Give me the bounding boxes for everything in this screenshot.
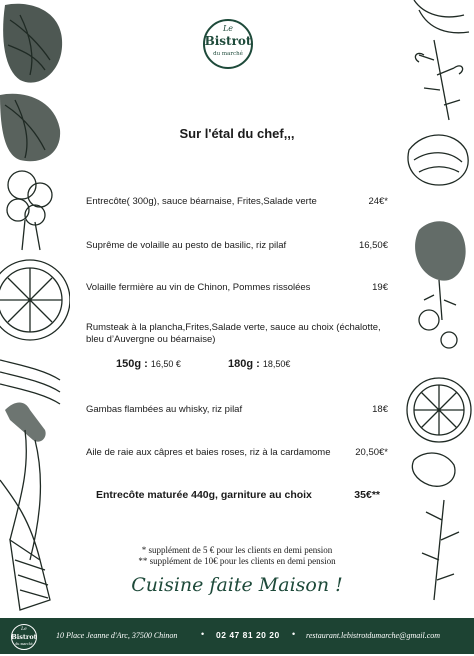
footer-logo-line-3: du marché	[15, 642, 33, 646]
menu-item-price: 20,50€*	[355, 447, 388, 458]
menu-item-price: 18€	[372, 404, 388, 415]
option-weight: 180g :	[228, 358, 260, 370]
footer-separator: •	[201, 629, 205, 639]
menu-item-price: 24€*	[368, 196, 388, 207]
menu-item-price: 19€	[372, 282, 388, 293]
supplement-note-2: ** supplément de 10€ pour les clients en demi pension	[138, 556, 336, 566]
slogan: Cuisine faite Maison !	[131, 574, 343, 596]
menu-item-name: Gambas flambées au whisky, riz pilaf	[86, 404, 243, 415]
option-weight: 150g :	[116, 358, 148, 370]
right-herb-illustration	[404, 0, 474, 614]
special-item-name: Entrecôte maturée 440g, garniture au choix	[96, 489, 312, 501]
menu-item-name: Aile de raie aux câpres et baies roses, riz à la cardamome	[86, 447, 331, 458]
special-item	[96, 489, 380, 501]
footer-website: restaurant.lebistrotdumarche@gmail.com	[306, 631, 441, 640]
footer-logo-line-2: Bistrot	[11, 633, 37, 641]
logo-line-1: Le	[222, 24, 234, 33]
menu-item-name: Volaille fermière au vin de Chinon, Pommes rissolées	[86, 282, 311, 293]
footer-phone: 02 47 81 20 20	[216, 630, 280, 640]
menu-title: Sur l'étal du chef,,,	[179, 126, 295, 141]
special-item-price: 35€**	[354, 489, 380, 501]
footer-bar	[0, 618, 474, 654]
rumsteak-option-150	[116, 358, 181, 370]
bistrot-logo	[202, 18, 254, 70]
menu-item-price: 16,50€	[358, 240, 388, 251]
option-price: 18,50€	[262, 359, 291, 369]
rumsteak-description: Rumsteak à la plancha,Frites,Salade verte, sauce au choix (échalotte, bleu d’Auvergne ou béarnaise)	[86, 322, 381, 345]
footer-address: 10 Place Jeanne d'Arc, 37500 Chinon	[56, 631, 178, 640]
option-price: 16,50 €	[150, 359, 181, 369]
rumsteak-option-180	[228, 358, 290, 370]
logo-line-2: Bistrot	[204, 34, 252, 48]
menu-item-name: Entrecôte( 300g), sauce béarnaise, Frites,Salade verte	[86, 196, 317, 207]
footer-separator: •	[292, 629, 296, 639]
footer-logo	[10, 623, 38, 651]
supplement-note-1: * supplément de 5 € pour les clients en demi pension	[141, 545, 333, 555]
footer-logo-line-1: Le	[21, 627, 27, 632]
menu-item-name: Suprême de volaille au pesto de basilic, riz pilaf	[86, 240, 287, 251]
logo-line-3: du marché	[213, 51, 243, 57]
left-vegetable-illustration	[0, 0, 70, 614]
